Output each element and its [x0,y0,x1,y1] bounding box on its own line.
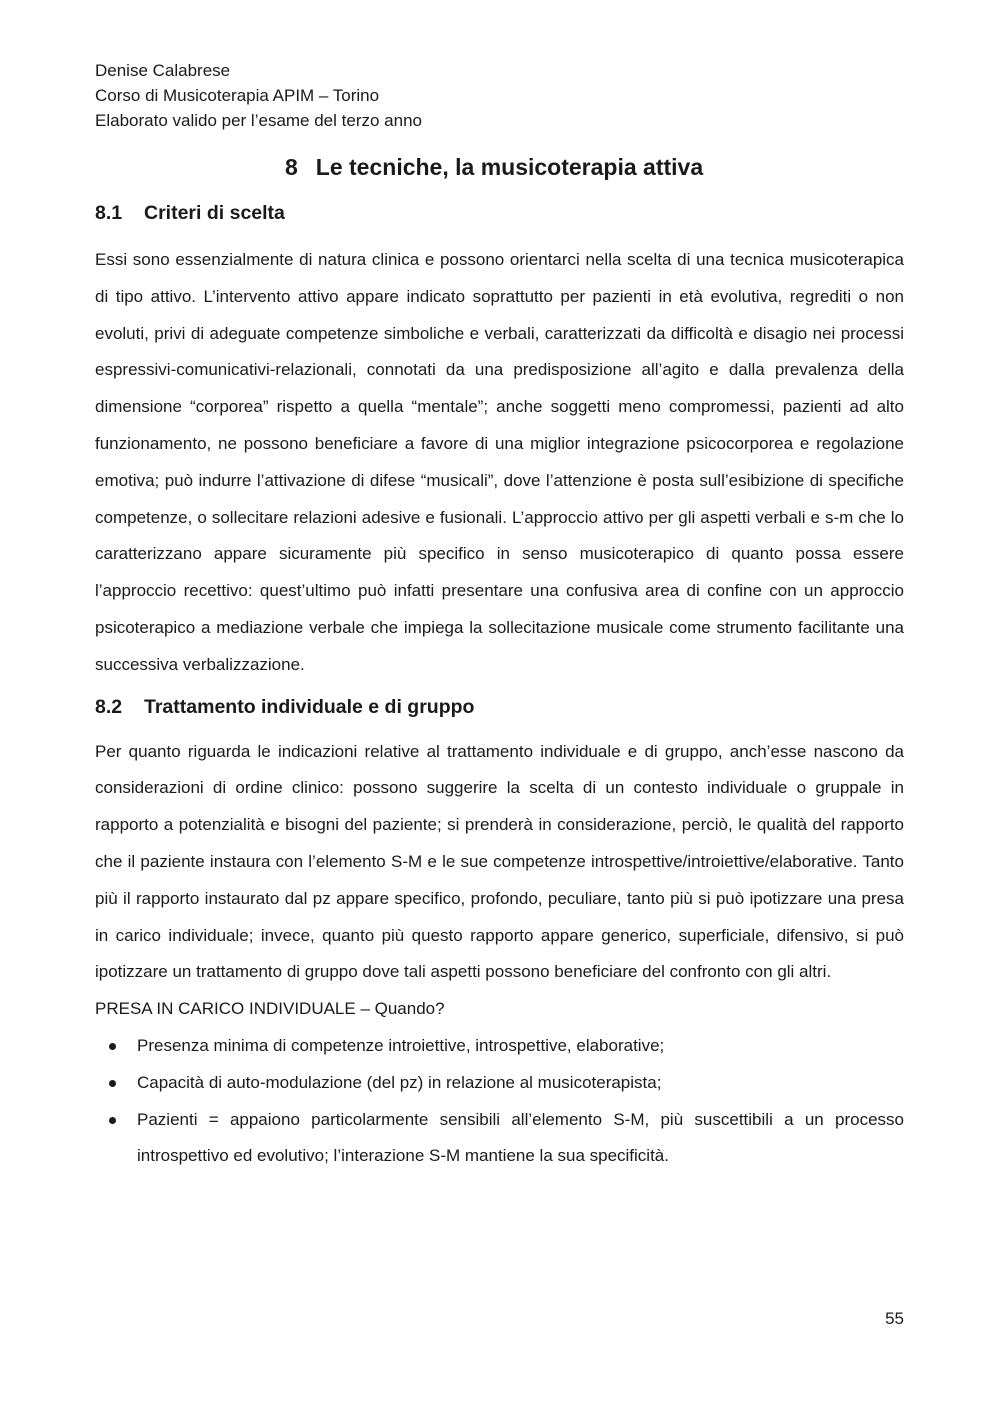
header-note: Elaborato valido per l’esame del terzo anno [95,111,422,130]
subheading-presa-in-carico: PRESA IN CARICO INDIVIDUALE – Quando? [95,999,445,1019]
bullet-list [95,1028,904,1175]
chapter-title [95,150,904,184]
bullet-icon [109,1080,116,1087]
bullet-icon [109,1043,116,1050]
section-title-trattamento [95,692,904,722]
page-number: 55 [885,1309,904,1328]
chapter-title-text: Le tecniche, la musicoterapia attiva [315,154,704,180]
section-number: 8.1 [95,202,123,224]
list-item-text: Capacità di auto-modulazione (del pz) in relazione al musicoterapista; [137,1072,662,1092]
paragraph-criteri: Essi sono essenzialmente di natura clinica e possono orientarci nella scelta di una tecnica musicoterapica di tipo attivo. L’intervento attivo appare indicato soprattutto per pazienti in età evolutiva, regrediti o non evoluti, privi di adeguate competenze simboliche e verbali, caratterizzati da difficoltà e disagio nei processi espressivi-comunicativi-relazionali, connotati da una predisposizione all’agito e dalla prevalenza della dimensione “corporea” rispetto a quella “mentale”; anche soggetti meno compromessi, pazienti ad alto funzionamento, ne possono beneficiare a favore di una miglior integrazione psicocorporea e regolazione emotiva; può indurre l’attivazione di difese “musicali”, dove l’attenzione è posta sull’esibizione di specifiche competenze, o sollecitare relazioni adesive e fusionali. L’approccio attivo per gli aspetti verbali e s-m che lo caratterizzano appare sicuramente più specifico in senso musicoterapico di quanto possa essere l’approccio recettivo: quest’ultimo può infatti presentare una confusiva area di confine con un approccio psicoterapico a mediazione verbale che impiega la sollecitazione musicale come strumento facilitante una successiva verbalizzazione. [95,250,904,674]
list-item-text: Presenza minima di competenze introiettive, introspettive, elaborative; [137,1035,665,1055]
header-course: Corso di Musicoterapia APIM – Torino [95,86,380,105]
list-item-text: Pazienti = appaiono particolarmente sensibili all’elemento S-M, più suscettibili a un processo introspettivo ed evolutivo; l’interazione S-M mantiene la sua specificità. [137,1109,904,1166]
section-title-text: Trattamento individuale e di gruppo [144,695,475,718]
running-header [95,58,904,133]
list-item [95,1102,904,1176]
document-page [95,58,904,1175]
section-title-criteri [95,198,904,228]
header-author: Denise Calabrese [95,61,231,80]
bullet-icon [109,1117,116,1124]
section-number: 8.2 [95,695,123,718]
list-item [95,1065,904,1102]
paragraph-trattamento: Per quanto riguarda le indicazioni relative al trattamento individuale e di gruppo, anch’esse nascono da considerazioni di ordine clinico: possono suggerire la scelta di un contesto individuale o gruppale in rapporto a potenzialità e bisogni del paziente; si prenderà in considerazione, perciò, le qualità del rapporto che il paziente instaura con l’elemento S-M e le sue competenze introspettive/introiettive/elaborative. Tanto più il rapporto instaurato dal pz appare specifico, profondo, peculiare, tanto più si può ipotizzare una presa in carico individuale; invece, quanto più questo rapporto appare generico, superficiale, difensivo, si può ipotizzare un trattamento di gruppo dove tali aspetti possono beneficiare del confronto con gli altri. [95,741,904,982]
list-item [95,1028,904,1065]
section-title-text: Criteri di scelta [144,202,285,224]
chapter-number: 8 [285,154,298,180]
